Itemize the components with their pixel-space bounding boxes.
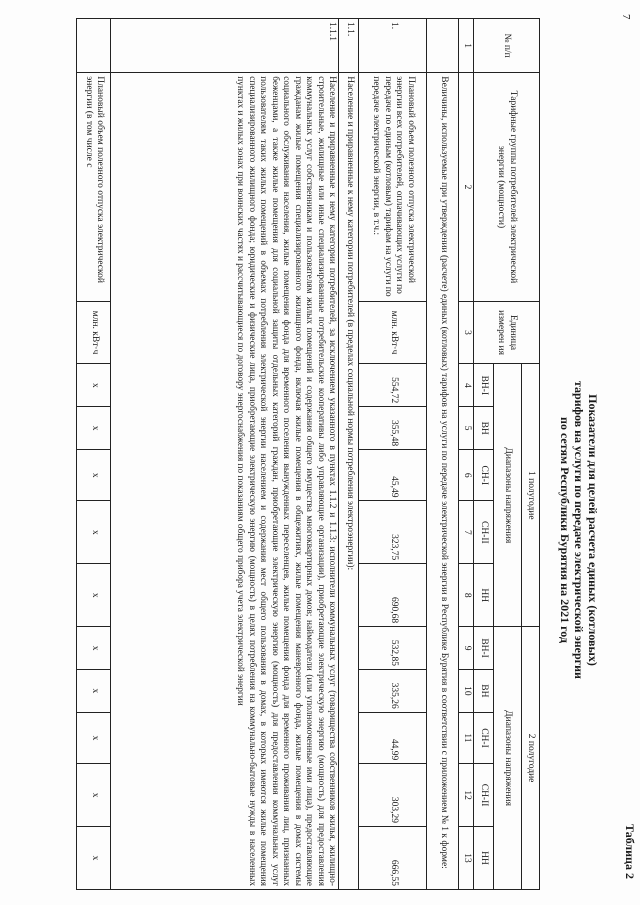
col-number: 8 [459, 564, 474, 627]
level-nn: НН [474, 827, 494, 890]
header-voltage-ranges-1: Диапазоны напряжения [494, 364, 522, 627]
value-cell: 323,75 [359, 501, 427, 564]
level-sn2: СН-II [474, 501, 494, 564]
level-sn1: СН-I [474, 712, 494, 763]
row-name: Плановый объем полезного отпуска электрической энергии (в том числе с [77, 73, 111, 301]
value-cell: 532,85 [359, 627, 427, 670]
value-cell: x [77, 501, 111, 564]
tariff-indicators-table [77, 18, 541, 890]
intro-spacer [427, 19, 459, 73]
level-vn: ВН [474, 669, 494, 712]
col-number: 7 [459, 501, 474, 564]
header-group: Тарифные группы потребителей электрической энергии (мощности) [474, 73, 540, 301]
title-line-3: по сетям Республики Бурятия на 2021 год [558, 417, 572, 643]
value-cell: 554,72 [359, 364, 427, 407]
title-line-2: тарифов на услуги по передаче электрической энергии [572, 381, 586, 679]
value-cell: x [77, 764, 111, 827]
row-num: 1. [359, 19, 427, 73]
col-number: 11 [459, 712, 474, 763]
header-unit: Единица измерен ия [474, 301, 540, 364]
value-cell: x [77, 827, 111, 890]
intro-text: Величины, используемые при утверждении (расчете) единых (котловых) тарифов на услуги по передаче электрической энергии в Республике Бурятия в соответствии с приложением № 1 к форме: [427, 73, 459, 890]
col-number: 13 [459, 827, 474, 890]
value-cell: x [77, 669, 111, 712]
value-cell: 690,68 [359, 564, 427, 627]
row-unit: млн. кВт·ч [77, 301, 111, 364]
value-cell: x [77, 712, 111, 763]
page-number: 7 [620, 14, 632, 20]
row-name: Плановый объем полезного отпуска электрической энергии всех потребителей, оплачивающих услуги по передаче по единым (котловым) тарифам на услуги по передаче электрической энергии, в т.ч.: [359, 73, 427, 301]
col-number: 1 [459, 19, 474, 73]
col-number: 9 [459, 627, 474, 670]
level-vn: ВН [474, 407, 494, 450]
header-half1: 1 полугодие [522, 364, 540, 627]
col-number: 10 [459, 669, 474, 712]
value-cell: 335,26 [359, 669, 427, 712]
value-cell: 303,29 [359, 764, 427, 827]
row-name: Население и приравненные к нему категории потребителей (в пределах социальной нормы потребления электроэнергии): [339, 73, 359, 890]
col-number: 12 [459, 764, 474, 827]
row-unit: млн. кВт·ч [359, 301, 427, 364]
row-text: Население и приравненные к нему категории потребителей, за исключением указанного в пунктах 1.1.2 и 1.1.3: исполнители коммунальных услуг (товарищества собственников жилья, жилищно-строительные, жилищные или иные специализированные потребительские кооперативы либо управляющие организации), приобретающие электрическую энергию (мощность) для предоставления коммунальных услуг собственникам и пользователям жилых помещений и содержания общего имущества многоквартирных домов; наймодатели (или уполномоченные ими лица), предоставляющие гражданам жилые помещения специализированного жилищного фонда, включая жилые помещения в общежитиях, жилые помещения маневренного фонда, жилые помещения в домах системы социального обслуживания населения, жилые помещения фонда для временного поселения вынужденных переселенцев, жилые помещения фонда для временного проживания лиц, признанных беженцами, а также жилые помещения для социальной защиты отдельных категорий граждан, приобретающие электрическую энергию (мощность) для предоставления коммунальных услуг пользователям таких жилых помещений в объемах потребления электрической энергии населением и содержания мест общего пользования в домах, в которых имеются жилые помещения специализированного жилищного фонда; юридические и физические лица, приобретающие электрическую энергию (мощность) в целях потребления на коммунально-бытовые нужды в населенных пунктах и жилых зонах при воинских частях и рассчитывающиеся по договору энергоснабжения по показаниям общего прибора учета электрической энергии [111, 73, 339, 890]
col-number: 2 [459, 73, 474, 301]
value-cell: 45,49 [359, 450, 427, 501]
value-cell: 44,99 [359, 712, 427, 763]
value-cell: x [77, 450, 111, 501]
header-num: № п/п [474, 19, 540, 73]
value-cell: x [77, 564, 111, 627]
row-num [77, 19, 111, 73]
col-number: 5 [459, 407, 474, 450]
header-half2: 2 полугодие [522, 627, 540, 890]
level-nn: НН [474, 564, 494, 627]
col-number: 4 [459, 364, 474, 407]
row-num: 1.1. [339, 19, 359, 73]
col-number: 6 [459, 450, 474, 501]
header-voltage-ranges-2: Диапазоны напряжения [494, 627, 522, 890]
value-cell: 355,48 [359, 407, 427, 450]
row-num: 1.1.1 [111, 19, 339, 73]
value-cell: x [77, 407, 111, 450]
value-cell: 666,55 [359, 827, 427, 890]
value-cell: x [77, 364, 111, 407]
level-sn1: СН-I [474, 450, 494, 501]
level-sn2: СН-II [474, 764, 494, 827]
level-vn1: ВН-I [474, 627, 494, 670]
value-cell: x [77, 627, 111, 670]
title-line-1: Показатели для целей расчета единых (котловых) [586, 394, 600, 666]
level-vn1: ВН-I [474, 364, 494, 407]
col-number: 3 [459, 301, 474, 364]
table-number: Таблица 2 [623, 824, 637, 879]
